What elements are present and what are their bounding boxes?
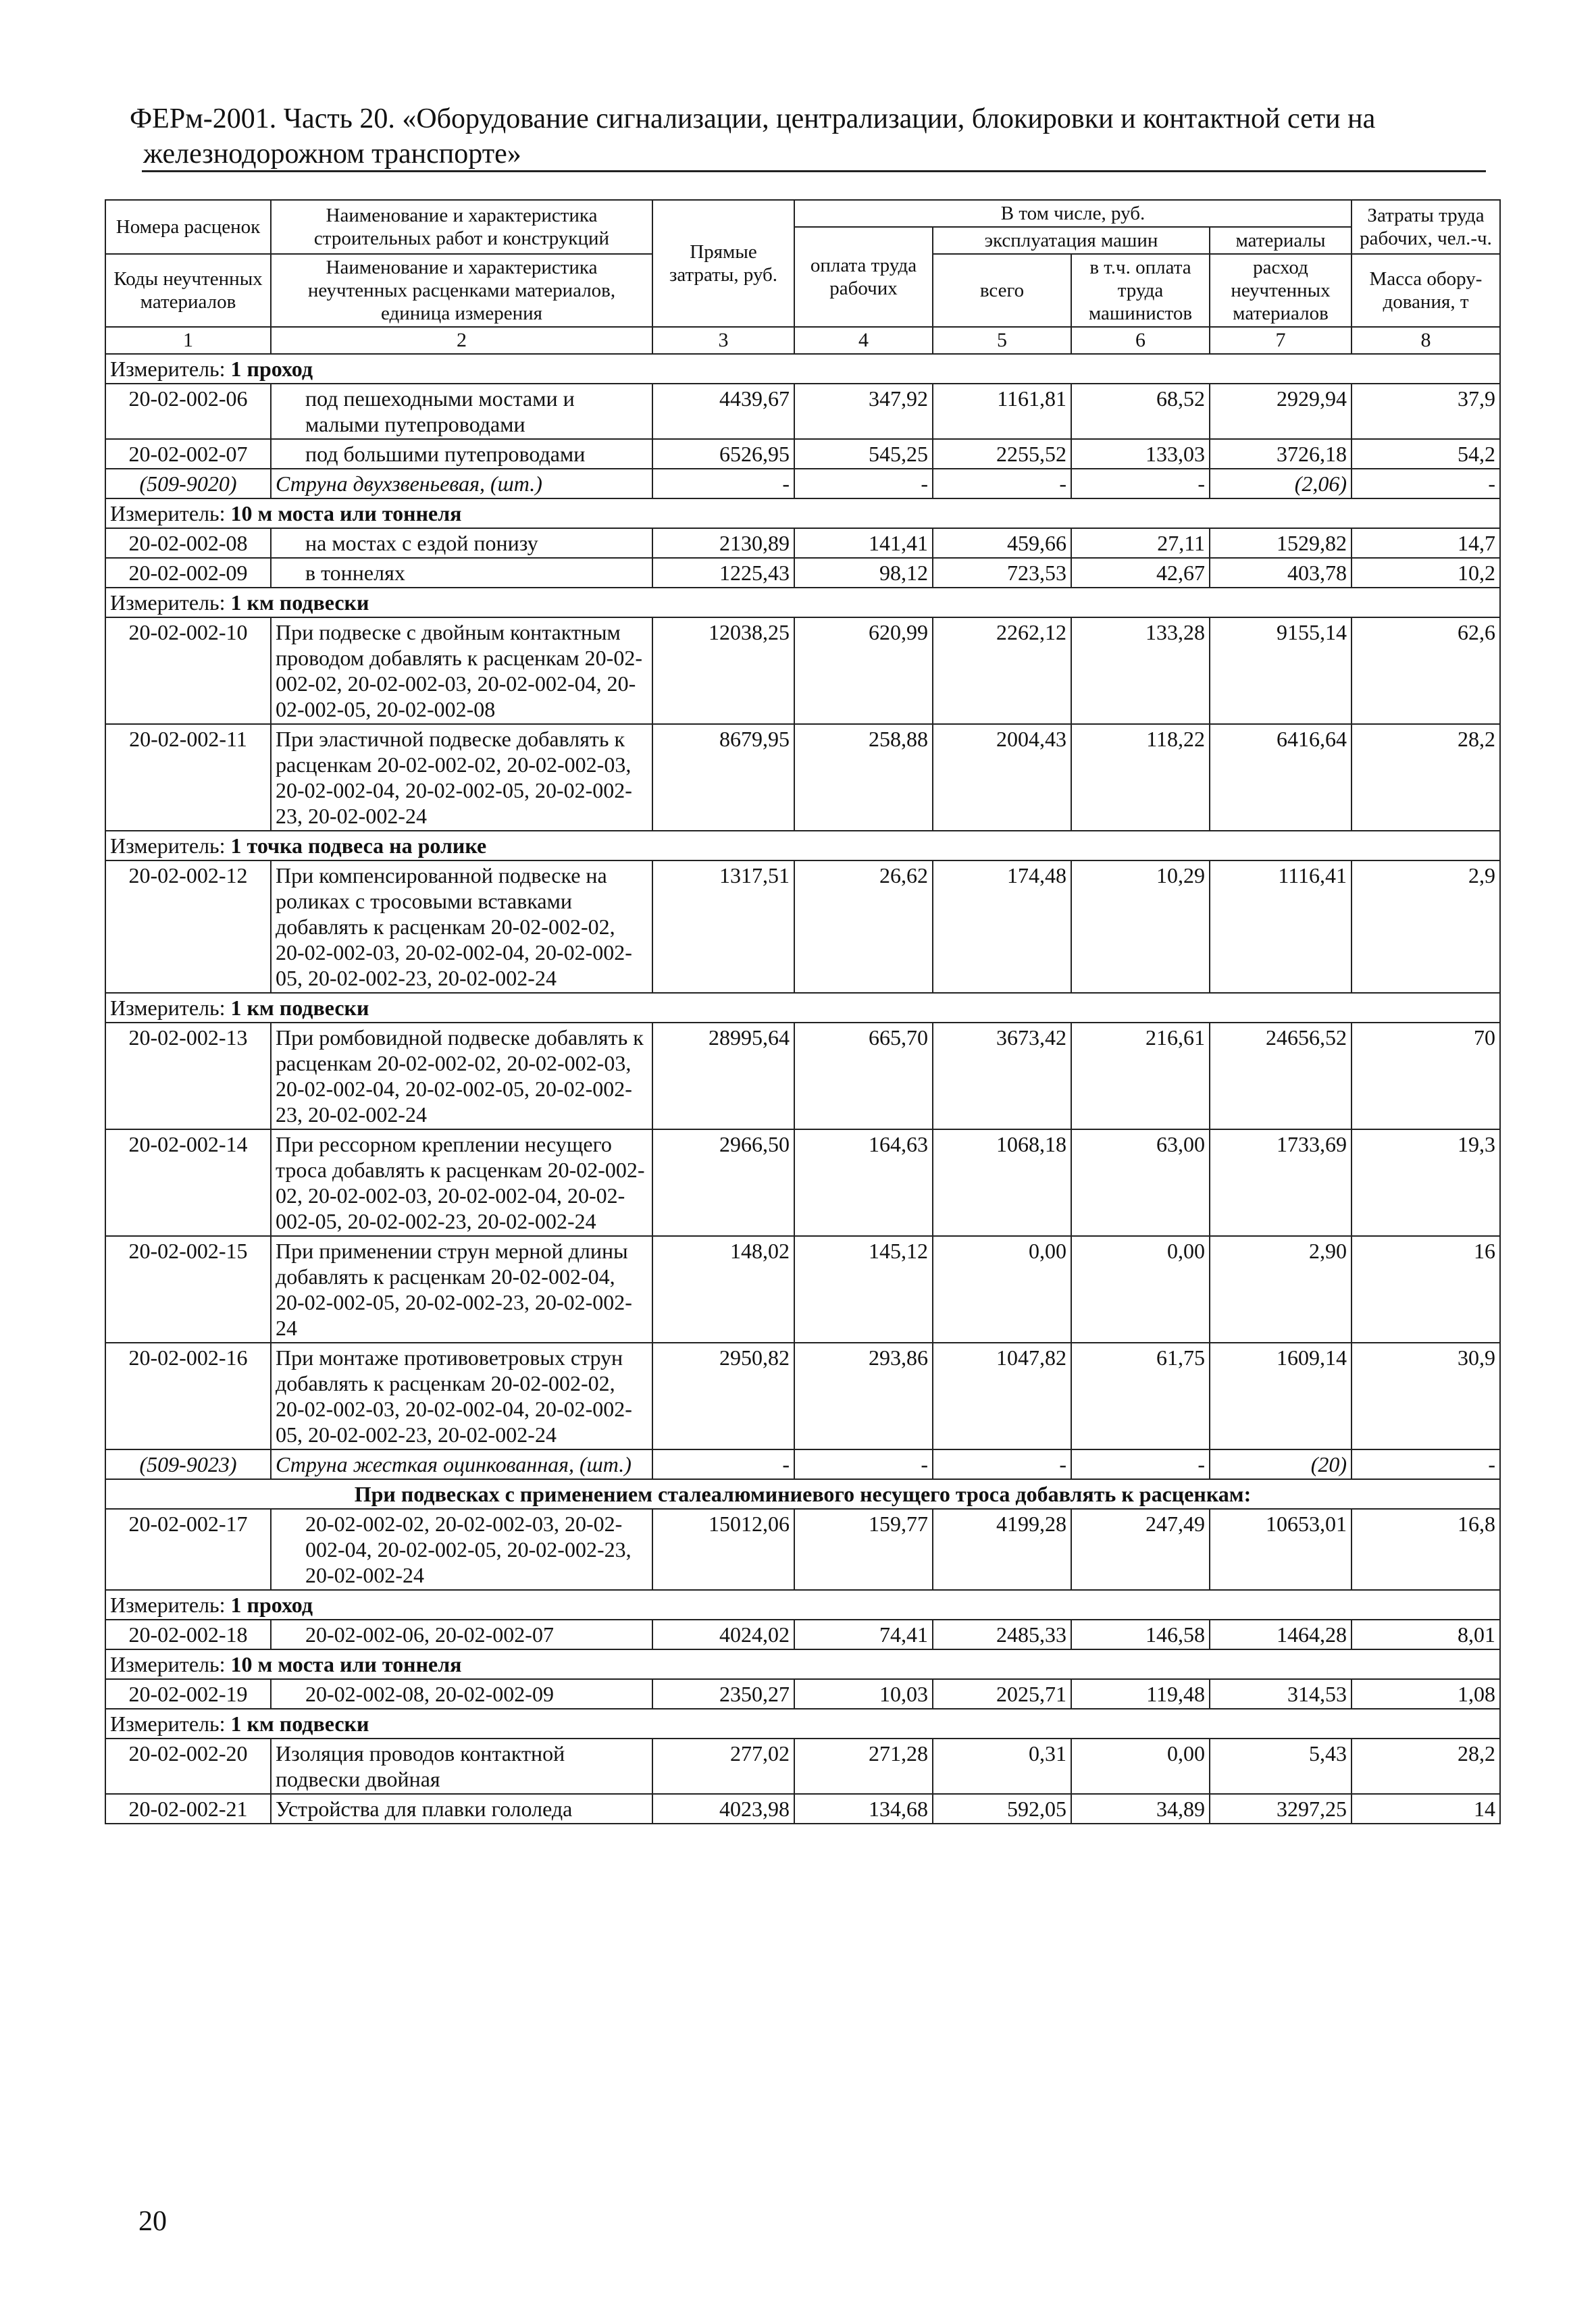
measure-row: Измеритель: 10 м моста или тоннеля bbox=[105, 498, 1500, 528]
head-materials: материалы bbox=[1210, 227, 1352, 254]
head-mass: Масса обору-дования, т bbox=[1352, 254, 1500, 327]
subheading-row: При подвесках с применением сталеалюминиевого несущего троса добавлять к расценкам: bbox=[105, 1479, 1500, 1509]
table-row: 20-02-002-16 При монтаже противоветровых струн добавлять к расценкам 20-02-002-02, 20-02-002-03, 20-02-002-04, 20-02-002-05, 20-02-002-23, 20-02-002-24 2950,82 293,86 1047,82 61,75 1609,14 30,9 bbox=[105, 1343, 1500, 1449]
table-row: 20-02-002-07 под большими путепроводами 6526,95 545,25 2255,52 133,03 3726,18 54,2 bbox=[105, 439, 1500, 469]
table-row: 20-02-002-15 При применении струн мерной длины добавлять к расценкам 20-02-002-04, 20-02-002-05, 20-02-002-23, 20-02-002-24 148,02 145,12 0,00 0,00 2,90 16 bbox=[105, 1236, 1500, 1343]
table-row: 20-02-002-14 При рессорном креплении несущего троса добавлять к расценкам 20-02-002-02, 20-02-002-03, 20-02-002-04, 20-02-002-05, 20-02-002-23, 20-02-002-24 2966,50 164,63 1068,18 63,00 1733,69 19,3 bbox=[105, 1129, 1500, 1236]
head-wages: оплата труда рабочих bbox=[794, 227, 933, 327]
head-materials-usage: расход неучтенных материалов bbox=[1210, 254, 1352, 327]
column-numbers bbox=[105, 327, 1500, 354]
page-header bbox=[130, 101, 1481, 172]
measure-row: Измеритель: 1 км подвески bbox=[105, 1709, 1500, 1739]
rates-table bbox=[105, 199, 1501, 1824]
colnum-3: 3 bbox=[652, 327, 794, 354]
measure-row: Измеритель: 10 м моста или тоннеля bbox=[105, 1649, 1500, 1679]
table-row: 20-02-002-13 При ромбовидной подвеске добавлять к расценкам 20-02-002-02, 20-02-002-03, 20-02-002-04, 20-02-002-05, 20-02-002-23, 20-02-002-24 28995,64 665,70 3673,42 216,61 24656,52 70 bbox=[105, 1023, 1500, 1129]
colnum-2: 2 bbox=[271, 327, 652, 354]
colnum-8: 8 bbox=[1352, 327, 1500, 354]
page-number: 20 bbox=[138, 2206, 167, 2237]
head-names-top: Наименование и характеристика строительных работ и конструкций bbox=[313, 205, 610, 249]
head-machines-total: всего bbox=[933, 254, 1071, 327]
measure-row: Измеритель: 1 проход bbox=[105, 354, 1500, 384]
table-row: 20-02-002-18 20-02-002-06, 20-02-002-07 4024,02 74,41 2485,33 146,58 1464,28 8,01 bbox=[105, 1620, 1500, 1649]
table-row: 20-02-002-09 в тоннелях 1225,43 98,12 723,53 42,67 403,78 10,2 bbox=[105, 558, 1500, 588]
table-row: 20-02-002-20 Изоляция проводов контактной подвески двойная 277,02 271,28 0,31 0,00 5,43 28,2 bbox=[105, 1739, 1500, 1794]
head-direct-costs: Прямые затраты, руб. bbox=[652, 200, 794, 327]
table-row: 20-02-002-10 При подвеске с двойным контактным проводом добавлять к расценкам 20-02-002-02, 20-02-002-03, 20-02-002-04, 20-02-002-05, 20-02-002-08 12038,25 620,99 2262,12 133,28 9155,14 62,6 bbox=[105, 617, 1500, 724]
head-names bbox=[271, 200, 652, 254]
colnum-1: 1 bbox=[105, 327, 271, 354]
head-codes-unaccounted: Коды неучтенных материалов bbox=[105, 254, 271, 327]
table-row: 20-02-002-21 Устройства для плавки гололеда 4023,98 134,68 592,05 34,89 3297,25 14 bbox=[105, 1794, 1500, 1824]
table-row: 20-02-002-19 20-02-002-08, 20-02-002-09 2350,27 10,03 2025,71 119,48 314,53 1,08 bbox=[105, 1679, 1500, 1709]
measure-row: Измеритель: 1 км подвески bbox=[105, 993, 1500, 1023]
colnum-4: 4 bbox=[794, 327, 933, 354]
colnum-5: 5 bbox=[933, 327, 1071, 354]
table-row: 20-02-002-12 При компенсированной подвеске на роликах с тросовыми вставками добавлять к расценкам 20-02-002-02, 20-02-002-03, 20-02-002-04, 20-02-002-05, 20-02-002-23, 20-02-002-24 1317,51 26,62 174,48 10,29 1116,41 2,9 bbox=[105, 860, 1500, 993]
table-row: 20-02-002-17 20-02-002-02, 20-02-002-03, 20-02-002-04, 20-02-002-05, 20-02-002-23, 20-02-002-24 15012,06 159,77 4199,28 247,49 10653,01 16,8 bbox=[105, 1509, 1500, 1590]
head-machinist-wages: в т.ч. оплата труда машинистов bbox=[1071, 254, 1210, 327]
measure-row: Измеритель: 1 км подвески bbox=[105, 588, 1500, 617]
header-line-2: железнодорожном транспорте» bbox=[143, 138, 521, 170]
head-group: В том числе, руб. bbox=[794, 200, 1352, 227]
measure-row: Измеритель: 1 точка подвеса на ролике bbox=[105, 831, 1500, 860]
colnum-6: 6 bbox=[1071, 327, 1210, 354]
table-row: 20-02-002-11 При эластичной подвеске добавлять к расценкам 20-02-002-02, 20-02-002-03, 20-02-002-04, 20-02-002-05, 20-02-002-23, 20-02-002-24 8679,95 258,88 2004,43 118,22 6416,64 28,2 bbox=[105, 724, 1500, 831]
table-row: (509-9020) Струна двухзвеньевая, (шт.) - - - - (2,06) - bbox=[105, 469, 1500, 498]
head-machines: эксплуатация машин bbox=[933, 227, 1210, 254]
table-row: 20-02-002-06 под пешеходными мостами и малыми путепроводами 4439,67 347,92 1161,81 68,52 2929,94 37,9 bbox=[105, 384, 1500, 439]
colnum-7: 7 bbox=[1210, 327, 1352, 354]
measure-row: Измеритель: 1 проход bbox=[105, 1590, 1500, 1620]
head-labour: Затраты труда рабочих, чел.-ч. bbox=[1352, 200, 1500, 254]
head-codes bbox=[105, 200, 271, 254]
header-line-1: ФЕРм-2001. Часть 20. «Оборудование сигнализации, централизации, блокировки и контактной сети на bbox=[130, 103, 1376, 134]
head-names-unaccounted: Наименование и характеристика неучтенных расценками материалов, единица измерения bbox=[271, 254, 652, 327]
header-rule bbox=[142, 170, 1486, 172]
table-row: (509-9023) Струна жесткая оцинкованная, (шт.) - - - - (20) - bbox=[105, 1449, 1500, 1479]
table-row: 20-02-002-08 на мостах с ездой понизу 2130,89 141,41 459,66 27,11 1529,82 14,7 bbox=[105, 528, 1500, 558]
head-codes-top: Номера расценок bbox=[115, 216, 261, 238]
